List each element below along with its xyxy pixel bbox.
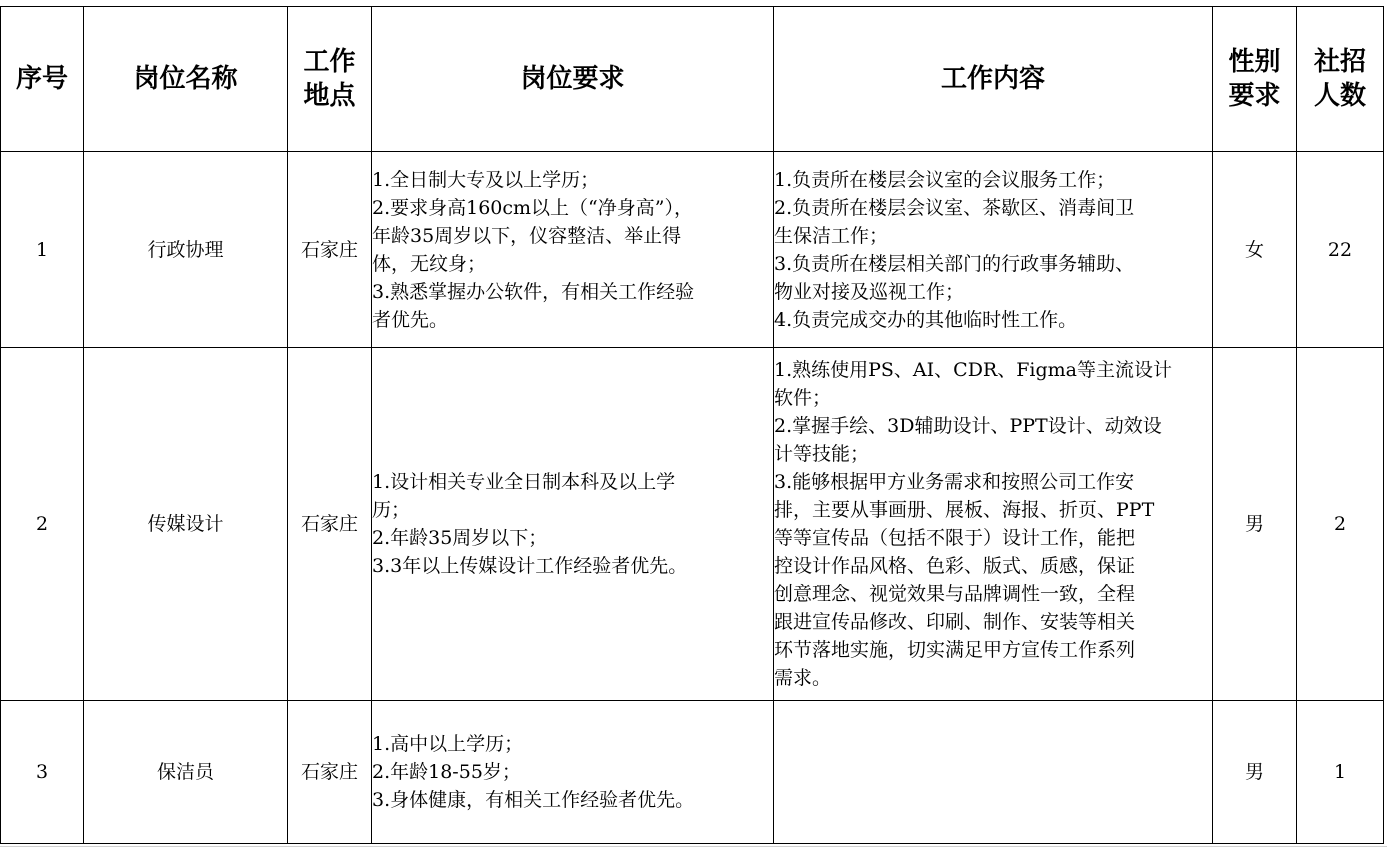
cell-position: 传媒设计 <box>84 348 288 701</box>
cell-duties <box>774 152 1213 348</box>
duty-line: 软件； <box>774 387 832 409</box>
cell-count: 22 <box>1297 152 1384 348</box>
duty-line: 1.负责所在楼层会议室的会议服务工作； <box>774 168 1116 191</box>
cell-requirements <box>372 152 774 348</box>
duty-line: 计等技能； <box>774 443 870 465</box>
cell-duties <box>774 348 1213 701</box>
cell-requirements <box>372 348 774 701</box>
header-row <box>1 7 1384 152</box>
requirement-line: 体，无纹身； <box>372 252 487 275</box>
header-duties: 工作内容 <box>774 7 1213 152</box>
duty-line: 2.负责所在楼层会议室、茶歇区、消毒间卫 <box>774 196 1135 219</box>
requirement-line: 3.3年以上传媒设计工作经验者优先。 <box>372 555 688 577</box>
duty-line: 跟进宣传品修改、印刷、制作、安装等相关 <box>774 611 1136 633</box>
duty-line: 创意理念、视觉效果与品牌调性一致，全程 <box>774 583 1136 605</box>
cell-count: 2 <box>1297 348 1384 701</box>
duty-line: 环节落地实施，切实满足甲方宣传工作系列 <box>774 639 1136 661</box>
header-location-line1: 工作 <box>303 47 356 77</box>
requirement-line: 历； <box>372 499 411 521</box>
table-row <box>1 701 1384 844</box>
duty-line: 物业对接及巡视工作； <box>774 280 965 303</box>
requirement-line: 1.全日制大专及以上学历； <box>372 168 600 191</box>
requirement-line: 2.年龄35周岁以下； <box>372 527 548 549</box>
header-count-line2: 人数 <box>1313 81 1366 111</box>
header-gender-line2: 要求 <box>1228 81 1281 111</box>
cell-gender: 男 <box>1213 701 1297 844</box>
duty-line: 3.能够根据甲方业务需求和按照公司工作安 <box>774 471 1135 493</box>
cell-location: 石家庄 <box>288 701 372 844</box>
header-gender-line1: 性别 <box>1228 47 1281 77</box>
cell-seq: 3 <box>1 701 84 844</box>
cell-gender: 女 <box>1213 152 1297 348</box>
header-gender <box>1213 7 1297 152</box>
table-row <box>1 348 1384 701</box>
cell-seq: 2 <box>1 348 84 701</box>
duty-line: 4.负责完成交办的其他临时性工作。 <box>774 308 1078 331</box>
duty-line: 生保洁工作； <box>774 224 889 247</box>
cell-duties-empty <box>774 701 1213 844</box>
requirement-line: 1.设计相关专业全日制本科及以上学 <box>372 471 676 493</box>
requirement-line: 年龄35周岁以下，仪容整洁、举止得 <box>372 224 682 247</box>
header-location <box>288 7 372 152</box>
cell-requirements <box>372 701 774 844</box>
requirement-line: 3.熟悉掌握办公软件，有相关工作经验 <box>372 280 695 303</box>
header-requirements: 岗位要求 <box>372 7 774 152</box>
requirement-line: 1.高中以上学历； <box>372 733 524 755</box>
cell-position: 保洁员 <box>84 701 288 844</box>
duty-line: 3.负责所在楼层相关部门的行政事务辅助、 <box>774 252 1135 275</box>
recruitment-table <box>0 6 1384 844</box>
cell-gender: 男 <box>1213 348 1297 701</box>
header-position: 岗位名称 <box>84 7 288 152</box>
requirement-line: 2.年龄18-55岁； <box>372 761 521 783</box>
cell-position: 行政协理 <box>84 152 288 348</box>
header-count <box>1297 7 1384 152</box>
requirement-line: 3.身体健康，有相关工作经验者优先。 <box>372 789 695 811</box>
cell-seq: 1 <box>1 152 84 348</box>
header-count-line1: 社招 <box>1313 47 1366 77</box>
cell-count: 1 <box>1297 701 1384 844</box>
header-location-line2: 地点 <box>303 81 356 111</box>
requirement-line: 2.要求身高160cm以上（“净身高”）， <box>372 196 693 219</box>
cell-location: 石家庄 <box>288 348 372 701</box>
duty-line: 排，主要从事画册、展板、海报、折页、PPT <box>774 499 1155 521</box>
cell-location: 石家庄 <box>288 152 372 348</box>
duty-line: 控设计作品风格、色彩、版式、质感，保证 <box>774 555 1136 577</box>
recruitment-sheet <box>0 6 1383 844</box>
duty-line: 1.熟练使用PS、AI、CDR、Figma等主流设计 <box>774 359 1172 381</box>
duty-line: 等等宣传品（包括不限于）设计工作，能把 <box>774 527 1136 549</box>
header-seq: 序号 <box>1 7 84 152</box>
page-bottom-divider <box>0 846 1387 847</box>
duty-line: 需求。 <box>774 667 832 689</box>
requirement-line: 者优先。 <box>372 308 449 331</box>
table-row <box>1 152 1384 348</box>
duty-line: 2.掌握手绘、3D辅助设计、PPT设计、动效设 <box>774 415 1162 437</box>
